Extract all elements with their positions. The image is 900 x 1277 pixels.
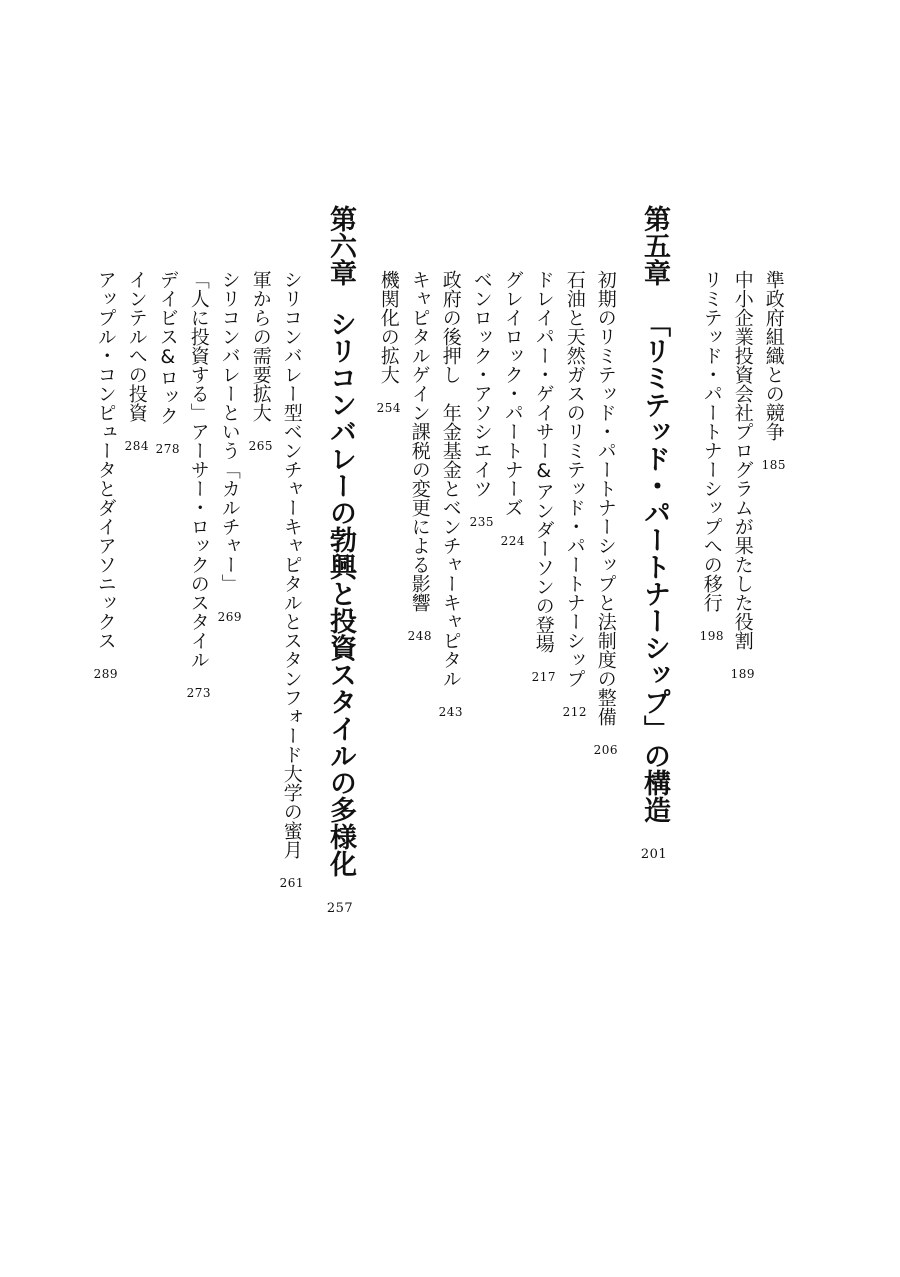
toc-entry	[185, 270, 211, 705]
chapter-heading	[636, 205, 670, 871]
page-number: 273	[186, 686, 211, 700]
toc-entry	[729, 270, 755, 686]
toc-entry	[437, 270, 463, 724]
toc-entry	[123, 270, 149, 458]
page-number: 248	[407, 629, 432, 643]
entry-title: デイビス&ロック	[156, 270, 179, 425]
toc-entry	[592, 270, 618, 762]
page-number: 265	[248, 439, 273, 453]
toc-entry	[278, 270, 304, 895]
page-number: 235	[469, 515, 494, 529]
toc-entry	[561, 270, 587, 724]
entry-title: 石油と天然ガスのリミテッド・パートナーシップ	[563, 270, 586, 688]
toc-entry	[247, 270, 273, 458]
page-number: 243	[438, 705, 463, 719]
page-number: 261	[279, 876, 304, 890]
page-number: 217	[531, 670, 556, 684]
toc-entry	[406, 270, 432, 648]
entry-title: ドレイパー・ゲイサー&アンダーソンの登場	[532, 270, 555, 653]
toc-entry	[468, 270, 494, 534]
page-number: 289	[93, 667, 118, 681]
chapter-title: 「リミテッド・パートナーシップ」の構造	[639, 310, 670, 823]
toc-entry	[154, 270, 180, 461]
entry-title: 中小企業投資会社プログラムが果たした役割	[731, 270, 754, 650]
chapter-label: 第六章	[325, 205, 356, 286]
toc-entry	[216, 270, 242, 629]
toc-entry	[760, 270, 786, 477]
page-number: 269	[217, 610, 242, 624]
entry-title: アップル・コンピュータとダイアソニックス	[94, 270, 117, 650]
entry-title: シリコンバレー型ベンチャーキャピタルとスタンフォード大学の蜜月	[280, 270, 303, 859]
page-number: 278	[155, 442, 180, 456]
page-number: 257	[326, 901, 354, 916]
toc-entry	[698, 270, 724, 648]
entry-title: インテルへの投資	[125, 270, 148, 422]
toc-entry	[92, 270, 118, 686]
toc-entry	[530, 270, 556, 689]
page-number: 185	[761, 458, 786, 472]
page-number: 206	[593, 743, 618, 757]
page-number: 224	[500, 534, 525, 548]
toc-entry	[375, 270, 401, 420]
page-number: 284	[124, 439, 149, 453]
entry-title: 初期のリミテッド・パートナーシップと法制度の整備	[594, 270, 617, 726]
chapter-label: 第五章	[639, 205, 670, 286]
toc-entry	[499, 270, 525, 553]
page-number: 212	[562, 705, 587, 719]
entry-title: 軍からの需要拡大	[249, 270, 272, 422]
entry-title: 政府の後押し 年金基金とベンチャーキャピタル	[439, 270, 462, 688]
page-number: 254	[376, 401, 401, 415]
page-number: 198	[699, 629, 724, 643]
page-number: 201	[640, 847, 668, 862]
chapter-title: シリコンバレーの勃興と投資スタイルの多様化	[325, 310, 356, 877]
entry-title: キャピタルゲイン課税の変更による影響	[408, 270, 431, 612]
entry-title: シリコンバレーという「カルチャー」	[218, 270, 241, 593]
entry-title: 「人に投資する」アーサー・ロックのスタイル	[187, 270, 210, 669]
chapter-heading	[322, 205, 356, 925]
entry-title: グレイロック・パートナーズ	[501, 270, 524, 517]
page-number: 189	[730, 667, 755, 681]
entry-title: 準政府組織との競争	[762, 270, 785, 441]
entry-title: ベンロック・アソシエイツ	[470, 270, 493, 498]
entry-title: リミテッド・パートナーシップへの移行	[700, 270, 723, 612]
entry-title: 機関化の拡大	[377, 270, 400, 384]
